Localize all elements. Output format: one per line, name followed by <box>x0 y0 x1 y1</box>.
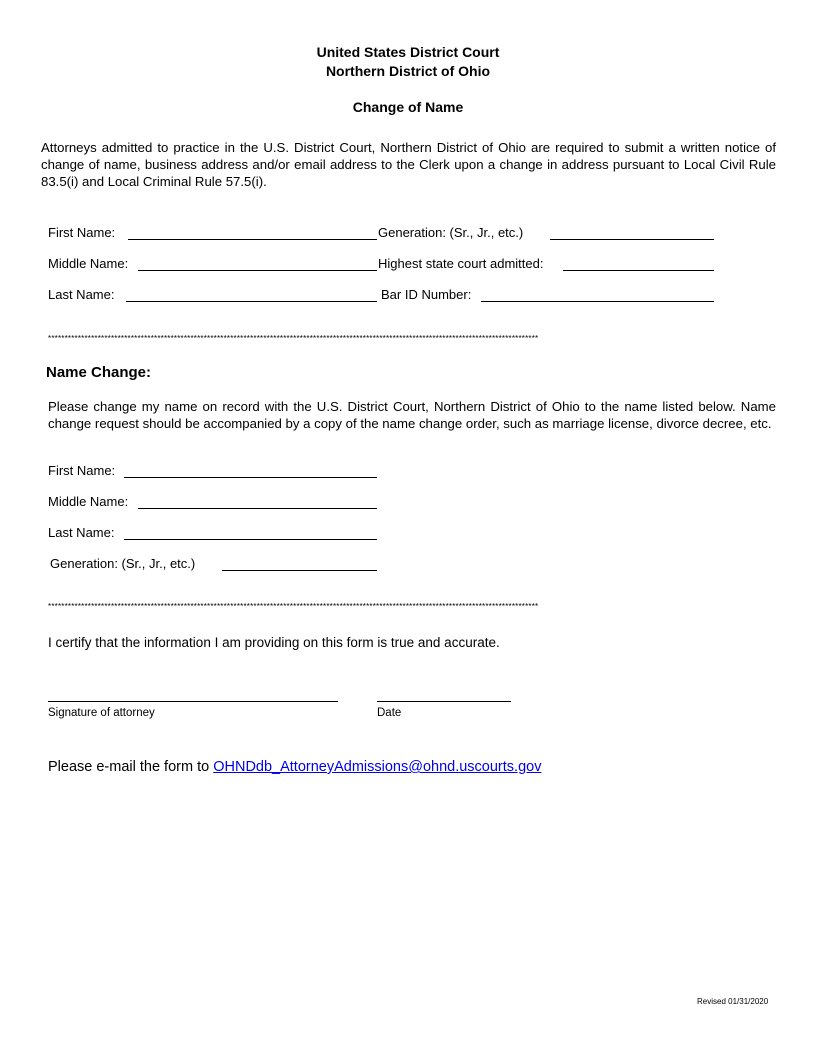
name-change-instructions: Please change my name on record with the U.S. District Court, Northern District of Ohio to the name listed below. Name change request should be accompanied by a copy of the name change order, such as marriage license, divorce decree, etc. <box>48 399 776 431</box>
highest-court-label: Highest state court admitted: <box>378 256 544 271</box>
date-label: Date <box>377 707 402 719</box>
email-link[interactable]: OHNDdb_AttorneyAdmissions@ohnd.uscourts.gov <box>213 759 542 775</box>
new-middle-name-field[interactable] <box>138 508 377 509</box>
new-middle-name-label: Middle Name: <box>48 494 129 509</box>
revision-date: Revised 01/31/2020 <box>697 997 769 1006</box>
first-name-field[interactable] <box>128 239 377 240</box>
new-first-name-field[interactable] <box>124 477 377 478</box>
bar-id-label: Bar ID Number: <box>381 287 472 302</box>
signature-label: Signature of attorney <box>48 707 155 719</box>
certification-statement: I certify that the information I am providing on this form is true and accurate. <box>48 635 500 650</box>
new-last-name-field[interactable] <box>124 539 377 540</box>
new-generation-field[interactable] <box>222 570 377 571</box>
generation-field[interactable] <box>550 239 714 240</box>
email-prefix: Please e-mail the form to <box>48 759 210 775</box>
separator-line: **************************************************************************************************************************************************** <box>48 602 539 611</box>
first-name-label: First Name: <box>48 225 116 240</box>
name-change-heading: Name Change: <box>46 364 152 381</box>
intro-paragraph: Attorneys admitted to practice in the U.S. District Court, Northern District of Ohio are required to submit a written notice of change of name, business address and/or email address to the Clerk upon a change in address pursuant to Local Civil Rule 83.5(i) and Local Criminal Rule 57.5(i). <box>41 140 776 189</box>
email-instruction <box>48 759 541 775</box>
new-generation-label: Generation: (Sr., Jr., etc.) <box>50 556 196 571</box>
highest-court-field[interactable] <box>563 270 714 271</box>
bar-id-field[interactable] <box>481 301 714 302</box>
new-last-name-label: Last Name: <box>48 525 115 540</box>
district-name: Northern District of Ohio <box>325 63 491 79</box>
separator-line: **************************************************************************************************************************************************** <box>48 334 539 343</box>
last-name-field[interactable] <box>126 301 377 302</box>
generation-label: Generation: (Sr., Jr., etc.) <box>378 225 524 240</box>
new-first-name-label: First Name: <box>48 463 116 478</box>
last-name-label: Last Name: <box>48 287 115 302</box>
date-field[interactable] <box>377 701 511 702</box>
court-name: United States District Court <box>316 44 500 60</box>
form-title: Change of Name <box>352 99 464 115</box>
signature-field[interactable] <box>48 701 338 702</box>
middle-name-field[interactable] <box>138 270 377 271</box>
middle-name-label: Middle Name: <box>48 256 129 271</box>
